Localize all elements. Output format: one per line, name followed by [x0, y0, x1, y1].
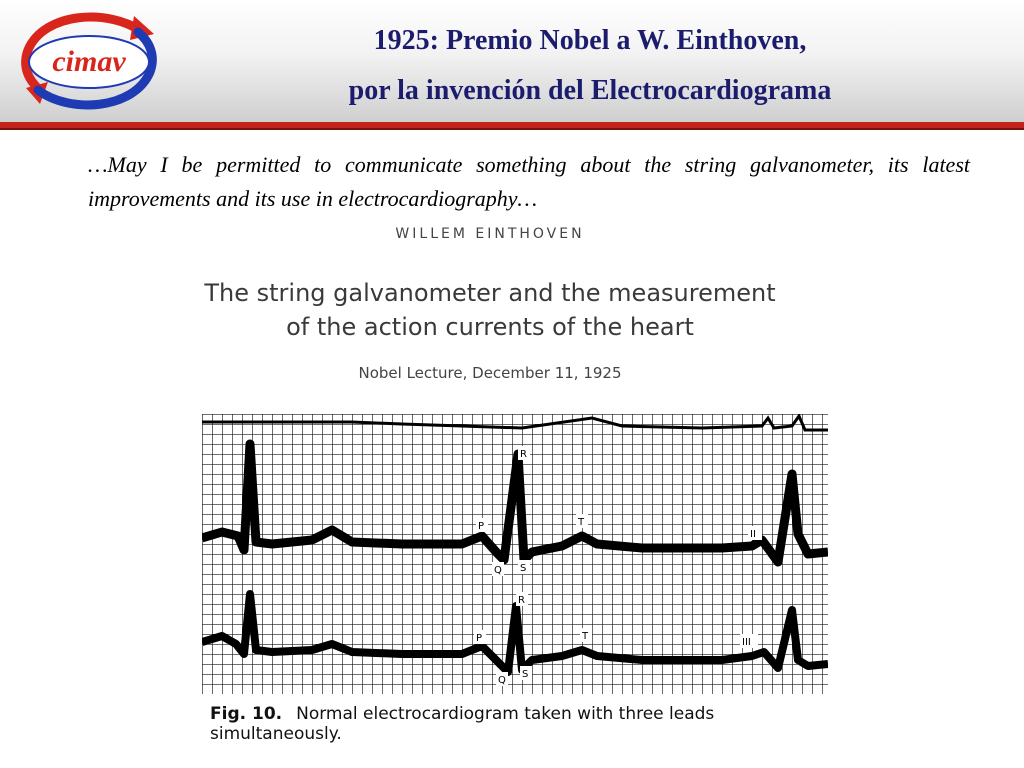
paper-title-line-2: of the action currents of the heart	[286, 313, 694, 341]
paper-title	[170, 276, 810, 344]
header-divider-shadow	[0, 128, 1024, 130]
ecg-label-t: T	[578, 517, 585, 528]
ecg-label-q-2: Q	[498, 675, 506, 686]
ecg-label-t-2: T	[582, 631, 589, 642]
paper-title-line-1: The string galvanometer and the measurement	[204, 279, 776, 307]
ecg-label-s: S	[520, 563, 527, 574]
ecg-label-lead-iii: III	[742, 637, 751, 648]
ecg-label-r: R	[520, 449, 527, 460]
slide-title-line-2: por la invención del Electrocardiograma	[348, 75, 832, 106]
cimav-logo	[14, 10, 164, 112]
slide-title-line-1: 1925: Premio Nobel a W. Einthoven,	[373, 25, 807, 56]
ecg-figure	[202, 414, 828, 694]
figure-caption	[210, 704, 830, 744]
ecg-label-p-2: P	[476, 633, 483, 644]
ecg-label-p: P	[478, 521, 485, 532]
ecg-label-lead-ii: II	[750, 529, 756, 540]
quote-paragraph: …May I be permitted to communicate something about the string galvanometer, its latest improvements and its use in electrocardiography…	[88, 152, 970, 211]
ecg-label-s-2: S	[522, 669, 529, 680]
paper-subtitle: Nobel Lecture, December 11, 1925	[358, 364, 622, 382]
logo-text: cimav	[52, 45, 126, 78]
figure-number: Fig. 10.	[210, 704, 283, 724]
ecg-label-q: Q	[494, 565, 502, 576]
ecg-label-r-2: R	[518, 595, 525, 606]
paper-author: WILLEM EINTHOVEN	[395, 226, 585, 242]
figure-caption-text: Normal electrocardiogram taken with three leads simultaneously.	[210, 704, 715, 744]
